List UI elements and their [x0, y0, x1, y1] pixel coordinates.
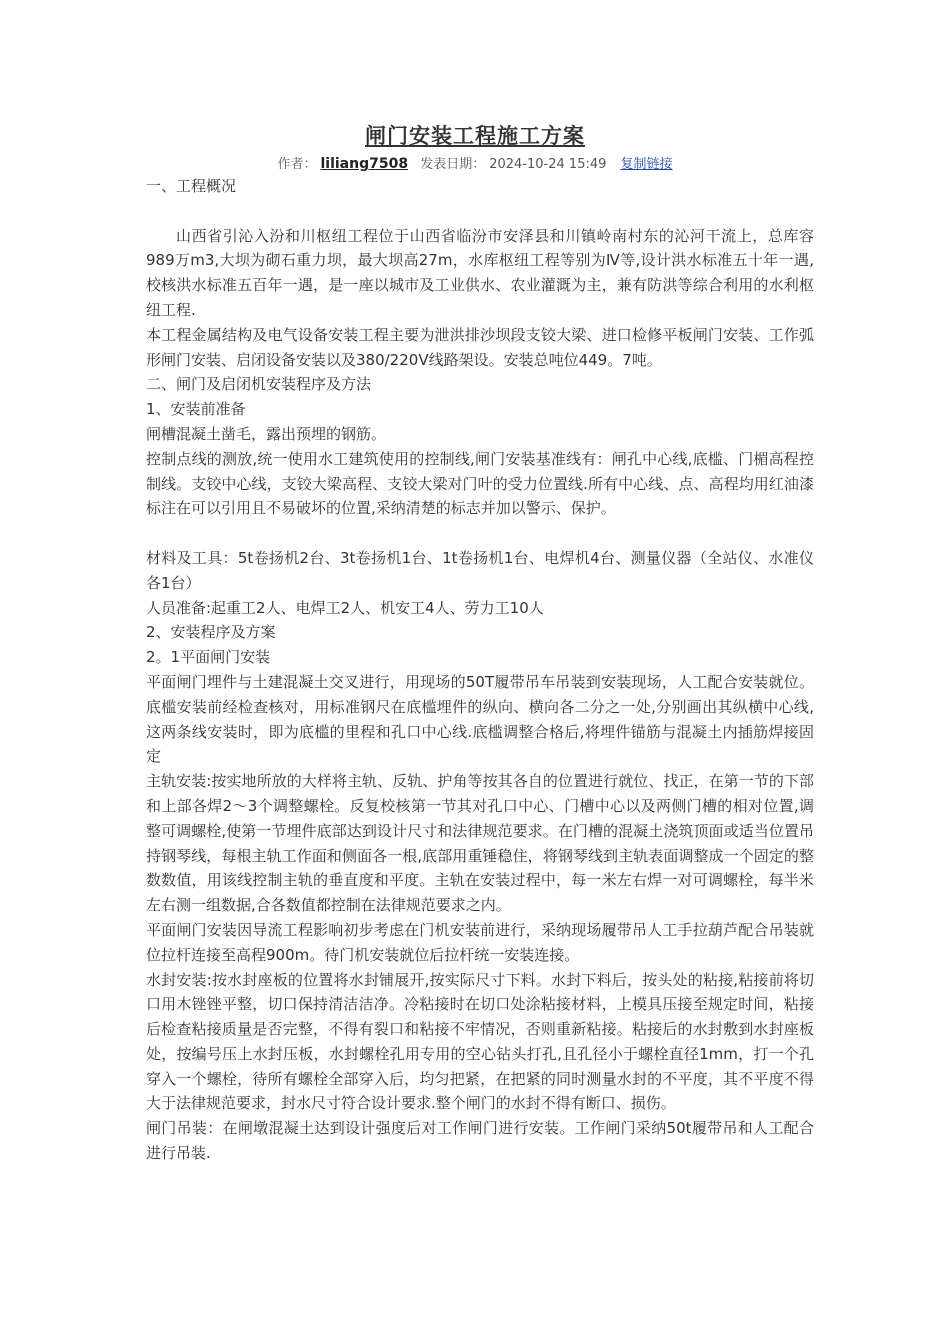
subsection-heading: 2、安装程序及方案 — [146, 623, 276, 642]
paragraph: 控制点线的测放,统一使用水工建筑使用的控制线,闸门安装基准线有：闸孔中心线,底槛、门楣高程控制线。支铰中心线，支铰大梁高程、支铰大梁对门叶的受力位置线.所有中心线、点、高程均用红油漆标注在可以引用且不易破坏的位置,采纳清楚的标志并加以警示、保护。 — [146, 449, 814, 518]
section-heading: 一、工程概况 — [146, 177, 237, 195]
date-label: 发表日期： — [420, 157, 486, 172]
author-link[interactable]: liliang7508 — [320, 156, 409, 172]
paragraph: 闸槽混凝土凿毛，露出预埋的钢筋。 — [146, 424, 387, 443]
section-heading: 二、闸门及启闭机安装程序及方法 — [146, 375, 372, 394]
paragraph: 平面闸门埋件与土建混凝土交叉进行，用现场的50T履带吊车吊装到安装现场，人工配合安装就位。底槛安装前经检查核对，用标准钢尺在底槛埋件的纵向、横向各二分之一处,分别画出其纵横中心线,这两条线安装时，即为底槛的里程和孔口中心线.底槛调整合格后,将埋件锚筋与混凝土内插筋焊接固定 — [146, 672, 814, 766]
paragraph: 本工程金属结构及电气设备安装工程主要为泄洪排沙坝段支铰大梁、进口检修平板闸门安装、工作弧形闸门安装、启闭设备安装以及380/220V线路架设。安装总吨位449。7吨。 — [146, 325, 814, 369]
article-body — [146, 174, 814, 1166]
paragraph: 山西省引沁入汾和川枢纽工程位于山西省临汾市安泽县和川镇岭南村东的沁河干流上，总库容989万m3,大坝为砌石重力坝，最大坝高27m，水库枢纽工程等别为Ⅳ等,设计洪水标准五十年一遇,校核洪水标准五百年一遇，是一座以城市及工业供水、农业灌溉为主，兼有防洪等综合利用的水利枢纽工程. — [146, 226, 814, 319]
copy-link-button[interactable]: 复制链接 — [620, 157, 673, 172]
paragraph: 水封安装:按水封座板的位置将水封铺展开,按实际尺寸下料。水封下料后，按头处的粘接,粘接前将切口用木锉锉平整，切口保持清洁洁净。冷粘接时在切口处涂粘接材料，上模具压接至规定时间，粘接后检查粘接质量是否完整，不得有裂口和粘接不牢情况，否则重新粘接。粘接后的水封敷到水封座板处，按编号压上水封压板，水封螺栓孔用专用的空心钻头打孔,且孔径小于螺栓直径1mm，打一个孔穿入一个螺栓，待所有螺栓全部穿入后，均匀把紧，在把紧的同时测量水封的不平度，其不平度不得大于法律规范要求，封水尺寸符合设计要求.整个闸门的水封不得有断口、损伤。 — [146, 970, 814, 1113]
author-label: 作者： — [277, 157, 317, 172]
blank-line — [146, 199, 814, 224]
subsection-heading: 2。1平面闸门安装 — [146, 648, 271, 667]
paragraph: 平面闸门安装因导流工程影响初步考虑在门机安装前进行，采纳现场履带吊人工手拉葫芦配合吊装就位拉杆连接至高程900m。待门机安装就位后拉杆统一安装连接。 — [146, 920, 814, 964]
paragraph: 主轨安装:按实地所放的大样将主轨、反轨、护角等按其各自的位置进行就位、找正，在第一节的下部和上部各焊2～3个调整螺栓。反复校核第一节其对孔口中心、门槽中心以及两侧门槽的相对位置,调整可调螺栓,使第一节埋件底部达到设计尺寸和法律规范要求。在门槽的混凝土浇筑顶面或适当位置吊持钢琴线，每根主轨工作面和侧面各一根,底部用重锤稳住，将钢琴线到主轨表面调整成一个固定的整数数值，用该线控制主轨的垂直度和平度。主轨在安装过程中，每一米左右焊一对可调螺栓，每半米左右测一组数据,合各数值都控制在法律规范要求之内。 — [146, 772, 814, 915]
blank-line — [146, 521, 814, 546]
paragraph: 人员准备:起重工2人、电焊工2人、机安工4人、劳力工10人 — [146, 598, 544, 617]
page-title: 闸门安装工程施工方案 — [365, 124, 585, 148]
paragraph: 闸门吊装：在闸墩混凝土达到设计强度后对工作闸门进行安装。工作闸门采纳50t履带吊和人工配合进行吊装. — [146, 1119, 814, 1163]
article-meta — [0, 153, 950, 172]
publish-date: 2024-10-24 15:49 — [489, 157, 607, 172]
paragraph: 材料及工具：5t卷扬机2台、3t卷扬机1台、1t卷扬机1台、电焊机4台、测量仪器（全站仪、水准仪各1台） — [146, 548, 814, 592]
subsection-heading: 1、安装前准备 — [146, 400, 246, 419]
